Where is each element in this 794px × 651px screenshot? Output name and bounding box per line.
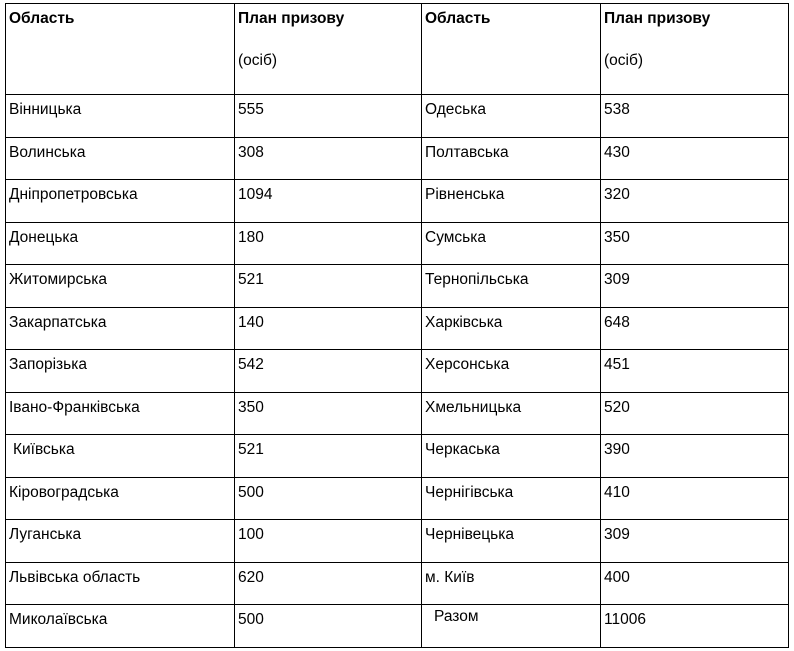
region-cell-right: Полтавська (422, 137, 601, 180)
plan-cell-left: 620 (235, 562, 422, 605)
plan-cell-right: 320 (601, 180, 789, 223)
region-cell-left: Миколаївська (6, 605, 235, 648)
region-cell-left: Донецька (6, 222, 235, 265)
plan-cell-right: 410 (601, 477, 789, 520)
plan-cell-left: 140 (235, 307, 422, 350)
total-value: 11006 (601, 605, 789, 648)
table-row (6, 435, 789, 478)
region-cell-right: Чернівецька (422, 520, 601, 563)
plan-cell-left: 1094 (235, 180, 422, 223)
table-row (6, 265, 789, 308)
region-cell-left: Житомирська (6, 265, 235, 308)
region-cell-right: Харківська (422, 307, 601, 350)
conscription-plan-table (5, 3, 789, 648)
region-cell-left: Івано-Франківська (6, 392, 235, 435)
table-row (6, 392, 789, 435)
region-cell-right: Чернігівська (422, 477, 601, 520)
table-row (6, 180, 789, 223)
table-row (6, 605, 789, 648)
region-cell-left: Запорізька (6, 350, 235, 393)
plan-cell-left: 542 (235, 350, 422, 393)
plan-cell-left: 521 (235, 265, 422, 308)
region-cell-right: Хмельницька (422, 392, 601, 435)
region-cell-left: Закарпатська (6, 307, 235, 350)
header-plan-right: План призову (осіб) (601, 4, 789, 95)
table-row (6, 477, 789, 520)
plan-cell-left: 521 (235, 435, 422, 478)
plan-cell-right: 520 (601, 392, 789, 435)
header-region-left: Область (6, 4, 235, 95)
table-row (6, 307, 789, 350)
plan-cell-right: 648 (601, 307, 789, 350)
plan-cell-left: 500 (235, 605, 422, 648)
table-row (6, 222, 789, 265)
region-cell-left: Київська (6, 435, 235, 478)
region-cell-left: Волинська (6, 137, 235, 180)
region-cell-right: м. Київ (422, 562, 601, 605)
region-cell-left: Луганська (6, 520, 235, 563)
table-row (6, 137, 789, 180)
table-row (6, 95, 789, 138)
table-row (6, 350, 789, 393)
region-cell-right: Херсонська (422, 350, 601, 393)
header-region-right: Область (422, 4, 601, 95)
plan-cell-left: 308 (235, 137, 422, 180)
region-cell-right: Черкаська (422, 435, 601, 478)
total-label: Разом (422, 605, 601, 648)
plan-cell-left: 555 (235, 95, 422, 138)
table-header-row (6, 4, 789, 95)
table-row (6, 562, 789, 605)
plan-cell-right: 538 (601, 95, 789, 138)
plan-cell-right: 390 (601, 435, 789, 478)
table-row (6, 520, 789, 563)
plan-cell-left: 350 (235, 392, 422, 435)
header-plan-unit-right: (осіб) (604, 52, 644, 69)
region-cell-right: Тернопільська (422, 265, 601, 308)
plan-cell-right: 400 (601, 562, 789, 605)
plan-cell-right: 430 (601, 137, 789, 180)
plan-cell-left: 500 (235, 477, 422, 520)
plan-cell-right: 350 (601, 222, 789, 265)
plan-cell-right: 309 (601, 520, 789, 563)
header-plan-unit-left: (осіб) (238, 52, 278, 69)
plan-cell-right: 309 (601, 265, 789, 308)
plan-cell-right: 451 (601, 350, 789, 393)
region-cell-left: Дніпропетровська (6, 180, 235, 223)
plan-cell-left: 180 (235, 222, 422, 265)
region-cell-right: Рівненська (422, 180, 601, 223)
region-cell-right: Сумська (422, 222, 601, 265)
region-cell-left: Львівська область (6, 562, 235, 605)
region-cell-left: Кіровоградська (6, 477, 235, 520)
region-cell-right: Одеська (422, 95, 601, 138)
plan-cell-left: 100 (235, 520, 422, 563)
header-plan-left: План призову (осіб) (235, 4, 422, 95)
region-cell-left: Вінницька (6, 95, 235, 138)
